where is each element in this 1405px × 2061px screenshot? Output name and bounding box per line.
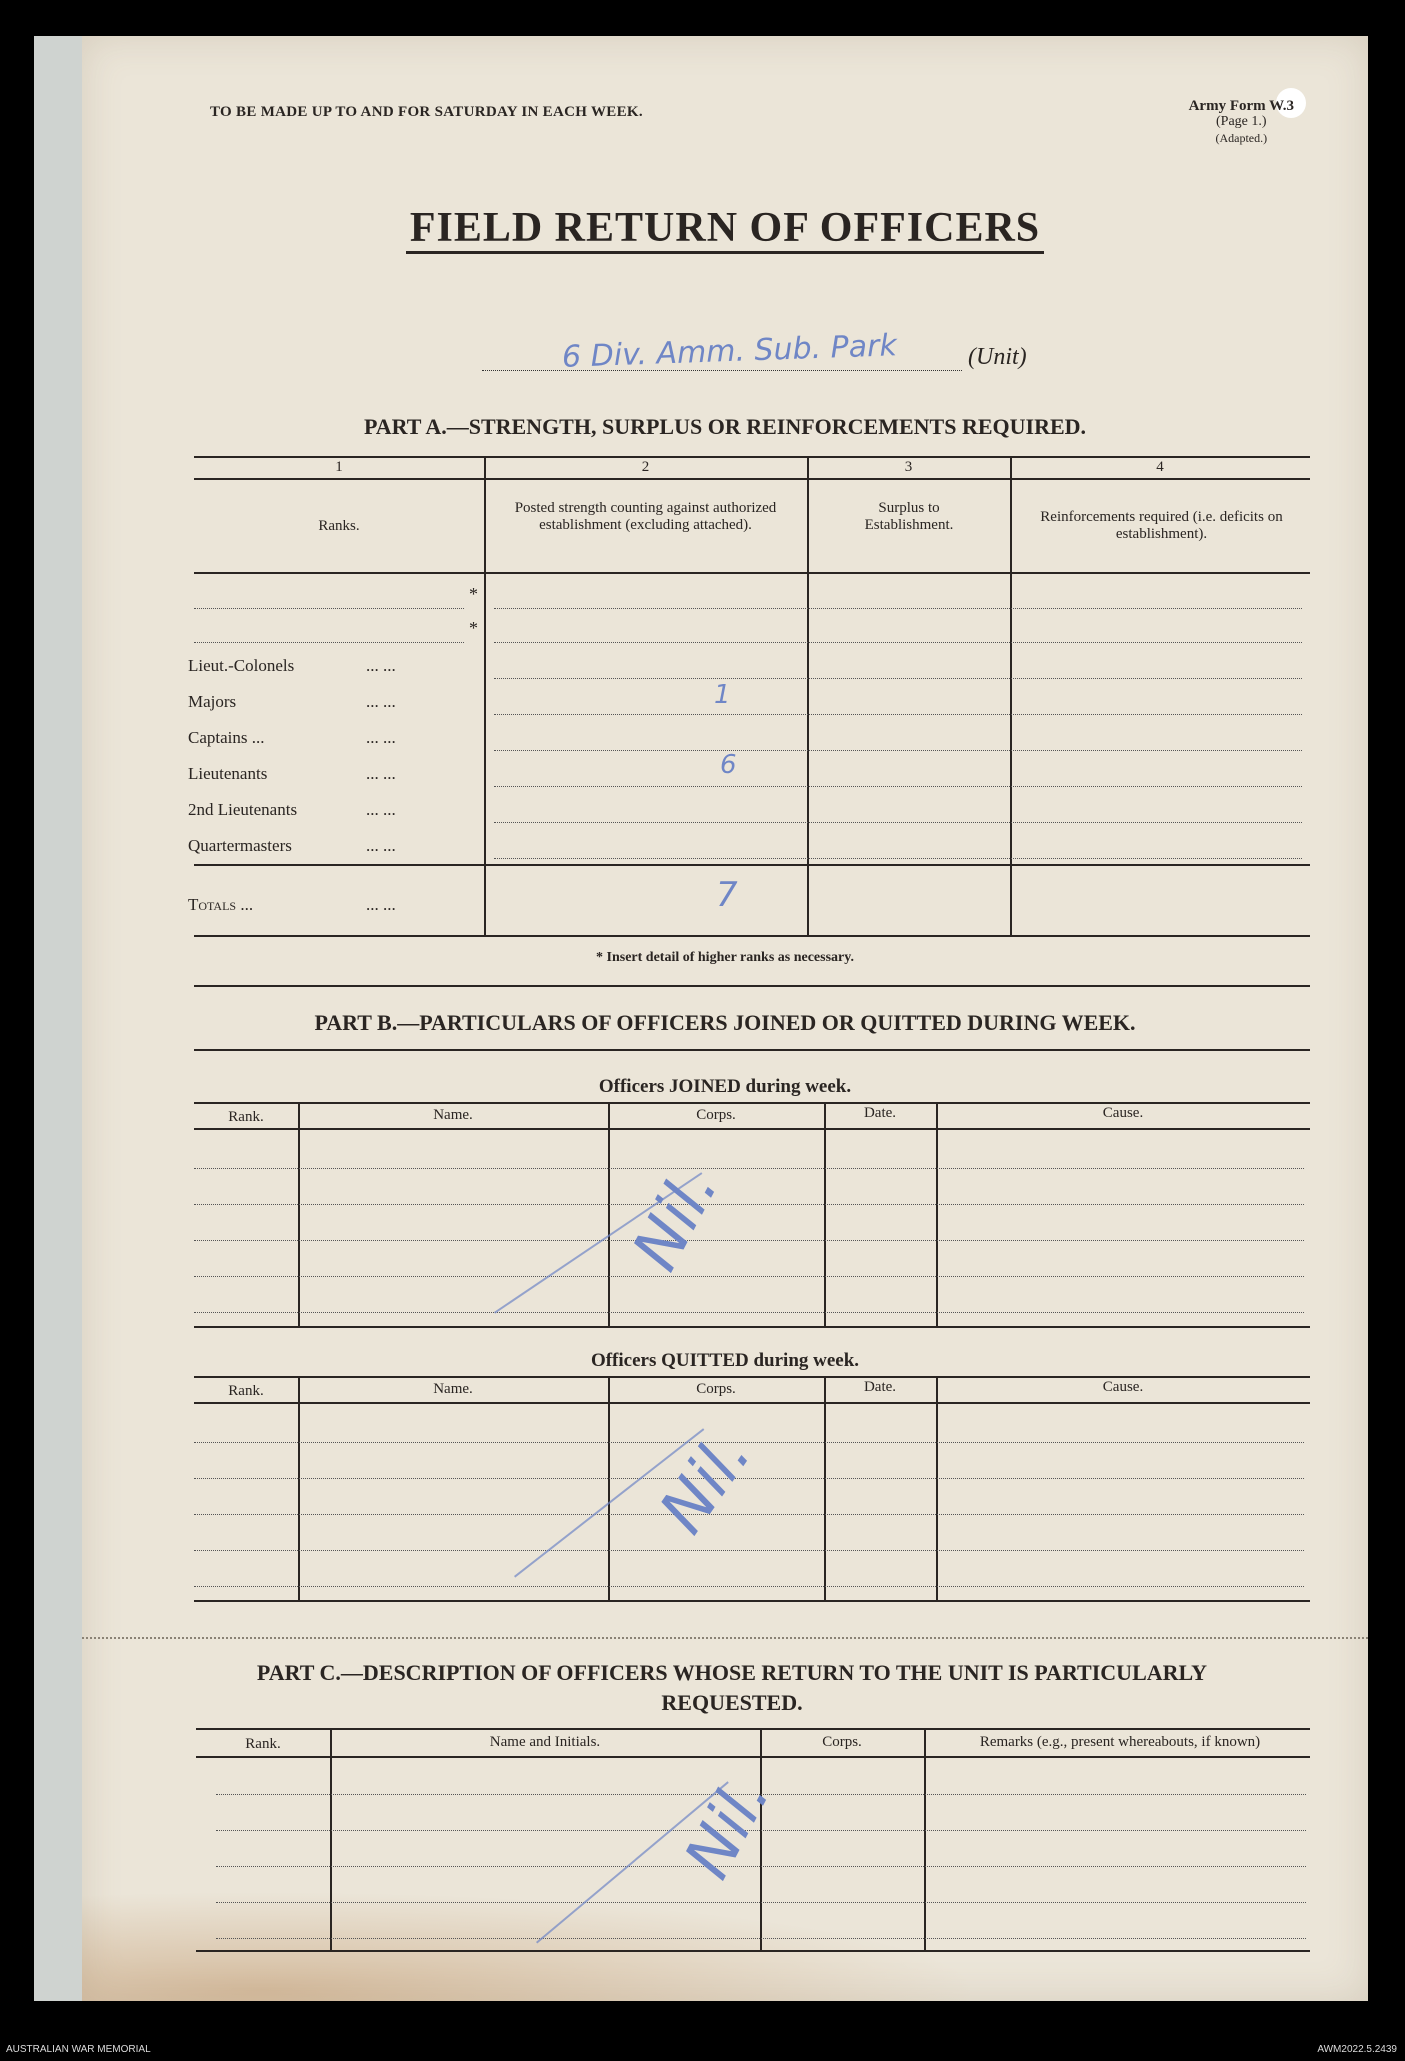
- leader-dots: ... ...: [366, 895, 396, 914]
- row-line: [194, 1168, 1304, 1169]
- col-date: Date.: [863, 1105, 897, 1121]
- rank-majors: Majors: [188, 692, 237, 711]
- col-rank: Rank.: [228, 1109, 264, 1125]
- col-remarks: Remarks (e.g., present whereabouts, if known): [979, 1734, 1261, 1750]
- unit-handwritten: 6 Div. Amm. Sub. Park: [561, 328, 898, 375]
- joined-table: [194, 1102, 1310, 1332]
- table-rule: [194, 1402, 1310, 1404]
- table-col-divider: [330, 1728, 332, 1950]
- table-col-divider: [608, 1102, 610, 1326]
- table-rule: [196, 1950, 1310, 1952]
- star-marker: *: [469, 618, 478, 638]
- form-reference: [1189, 98, 1294, 146]
- header-surplus: Surplus to Establishment.: [864, 500, 954, 533]
- part-a-table: [188, 420, 1394, 940]
- quitted-nil-entry: Nil.: [645, 1419, 766, 1547]
- rank-quartermasters: Quartermasters: [188, 836, 292, 855]
- rank-2nd-lieutenants: 2nd Lieutenants: [188, 800, 298, 819]
- table-rule: [194, 478, 1310, 480]
- col-number-3: 3: [904, 459, 913, 475]
- table-col-divider: [824, 1102, 826, 1326]
- table-rule: [194, 572, 1310, 574]
- col-name: Name.: [433, 1107, 473, 1123]
- leader-dots: ... ...: [366, 692, 396, 711]
- part-c-heading-line2: REQUESTED.: [661, 1690, 803, 1715]
- leader-dots: ... ...: [366, 656, 396, 675]
- star-row-line: [194, 608, 464, 609]
- row-line: [216, 1866, 1306, 1867]
- star-row-line: [194, 642, 464, 643]
- col-cause: Cause.: [1102, 1105, 1144, 1121]
- form-title: [82, 204, 1368, 252]
- table-col-divider: [608, 1376, 610, 1600]
- unit-field[interactable]: [482, 328, 1132, 375]
- form-title-text: FIELD RETURN OF OFFICERS: [406, 205, 1044, 254]
- row-line: [194, 1204, 1304, 1205]
- unit-dotted-line: [482, 370, 962, 371]
- table-col-divider: [936, 1102, 938, 1326]
- footer-accession: AWM2022.5.2439: [1317, 2044, 1397, 2055]
- form-page: (Page 1.): [1216, 114, 1267, 129]
- col-corps: Corps.: [696, 1381, 736, 1397]
- part-a-footnote: * Insert detail of higher ranks as necessary.: [596, 950, 854, 965]
- leader-dots: ... ...: [366, 728, 396, 747]
- part-c-heading-line1: PART C.—DESCRIPTION OF OFFICERS WHOSE RETURN TO THE UNIT IS PARTICULARLY: [256, 1660, 1208, 1685]
- totals-strength-value: 7: [716, 875, 738, 915]
- unit-label: (Unit): [968, 344, 1027, 370]
- rank-lieut-colonels: Lieut.-Colonels: [188, 656, 295, 675]
- col-name-initials: Name and Initials.: [489, 1734, 601, 1750]
- row-line: [194, 1514, 1304, 1515]
- row-line: [494, 714, 1302, 715]
- row-line: [194, 1586, 1304, 1587]
- col-corps: Corps.: [822, 1734, 862, 1750]
- table-rule: [194, 1102, 1310, 1104]
- table-col-divider: [924, 1728, 926, 1950]
- table-rule: [194, 864, 1310, 866]
- section-rule: [194, 985, 1310, 987]
- header-posted-strength: Posted strength counting against authorized establishment (excluding attached).: [514, 500, 777, 533]
- col-date: Date.: [863, 1379, 897, 1395]
- row-line: [194, 1240, 1304, 1241]
- col-rank: Rank.: [245, 1736, 281, 1752]
- section-rule: [194, 1049, 1310, 1051]
- table-rule: [194, 1326, 1310, 1328]
- perforation-line: [82, 1637, 1368, 1639]
- part-b-heading: PART B.—PARTICULARS OF OFFICERS JOINED OR QUITTED DURING WEEK.: [314, 1010, 1136, 1035]
- lieutenants-strength-value: 6: [720, 750, 737, 780]
- table-rule: [196, 1728, 1310, 1730]
- table-rule: [194, 1600, 1310, 1602]
- row-line: [216, 1902, 1306, 1903]
- row-line: [494, 750, 1302, 751]
- row-line: [494, 858, 1302, 859]
- part-c-nil-entry: Nil.: [670, 1763, 785, 1891]
- rank-totals: Totals ...: [188, 895, 254, 914]
- weekly-instruction: TO BE MADE UP TO AND FOR SATURDAY IN EACH WEEK.: [210, 104, 643, 120]
- rank-lieutenants: Lieutenants: [188, 764, 268, 783]
- quitted-title: Officers QUITTED during week.: [590, 1350, 860, 1371]
- quitted-table: [194, 1376, 1310, 1606]
- table-col-divider: [484, 456, 486, 936]
- col-number-1: 1: [335, 459, 343, 475]
- row-line: [194, 1312, 1304, 1313]
- header-reinforcements: Reinforcements required (i.e. deficits on establishment).: [1040, 509, 1283, 542]
- table-rule: [194, 1376, 1310, 1378]
- part-a-heading: PART A.—STRENGTH, SURPLUS OR REINFORCEMENTS REQUIRED.: [363, 414, 1087, 439]
- col-corps: Corps.: [696, 1107, 736, 1123]
- row-line: [494, 608, 1302, 609]
- leader-dots: ... ...: [366, 764, 396, 783]
- header-ranks: Ranks.: [318, 518, 360, 534]
- table-col-divider: [824, 1376, 826, 1600]
- col-number-4: 4: [1156, 459, 1164, 475]
- joined-nil-entry: Nil.: [618, 1155, 733, 1283]
- rank-captains: Captains ...: [188, 728, 265, 747]
- table-col-divider: [298, 1102, 300, 1326]
- table-rule: [194, 456, 1310, 458]
- row-line: [194, 1442, 1304, 1443]
- table-rule: [194, 1128, 1310, 1130]
- table-rule: [196, 1756, 1310, 1758]
- form-sheet: [82, 36, 1368, 2001]
- row-line: [494, 678, 1302, 679]
- form-adapted: (Adapted.): [1215, 131, 1268, 145]
- col-number-2: 2: [641, 459, 650, 475]
- part-c-heading: [232, 1658, 1232, 1718]
- table-col-divider: [936, 1376, 938, 1600]
- row-line: [216, 1938, 1306, 1939]
- row-line: [494, 642, 1302, 643]
- leader-dots: ... ...: [366, 836, 396, 855]
- table-rule: [194, 935, 1310, 937]
- majors-strength-value: 1: [714, 680, 731, 710]
- col-name: Name.: [433, 1381, 473, 1397]
- table-col-divider: [807, 456, 809, 936]
- row-line: [194, 1276, 1304, 1277]
- star-marker: *: [469, 584, 478, 604]
- footer-credit: AUSTRALIAN WAR MEMORIAL: [6, 2044, 151, 2055]
- table-col-divider: [298, 1376, 300, 1600]
- form-name: Army Form W.3: [1188, 98, 1294, 114]
- col-rank: Rank.: [228, 1383, 264, 1399]
- joined-title: Officers JOINED during week.: [598, 1076, 852, 1097]
- col-cause: Cause.: [1102, 1379, 1144, 1395]
- row-line: [494, 822, 1302, 823]
- table-col-divider: [1010, 456, 1012, 936]
- part-c-table: [196, 1728, 1312, 1958]
- row-line: [494, 786, 1302, 787]
- row-line: [194, 1550, 1304, 1551]
- leader-dots: ... ...: [366, 800, 396, 819]
